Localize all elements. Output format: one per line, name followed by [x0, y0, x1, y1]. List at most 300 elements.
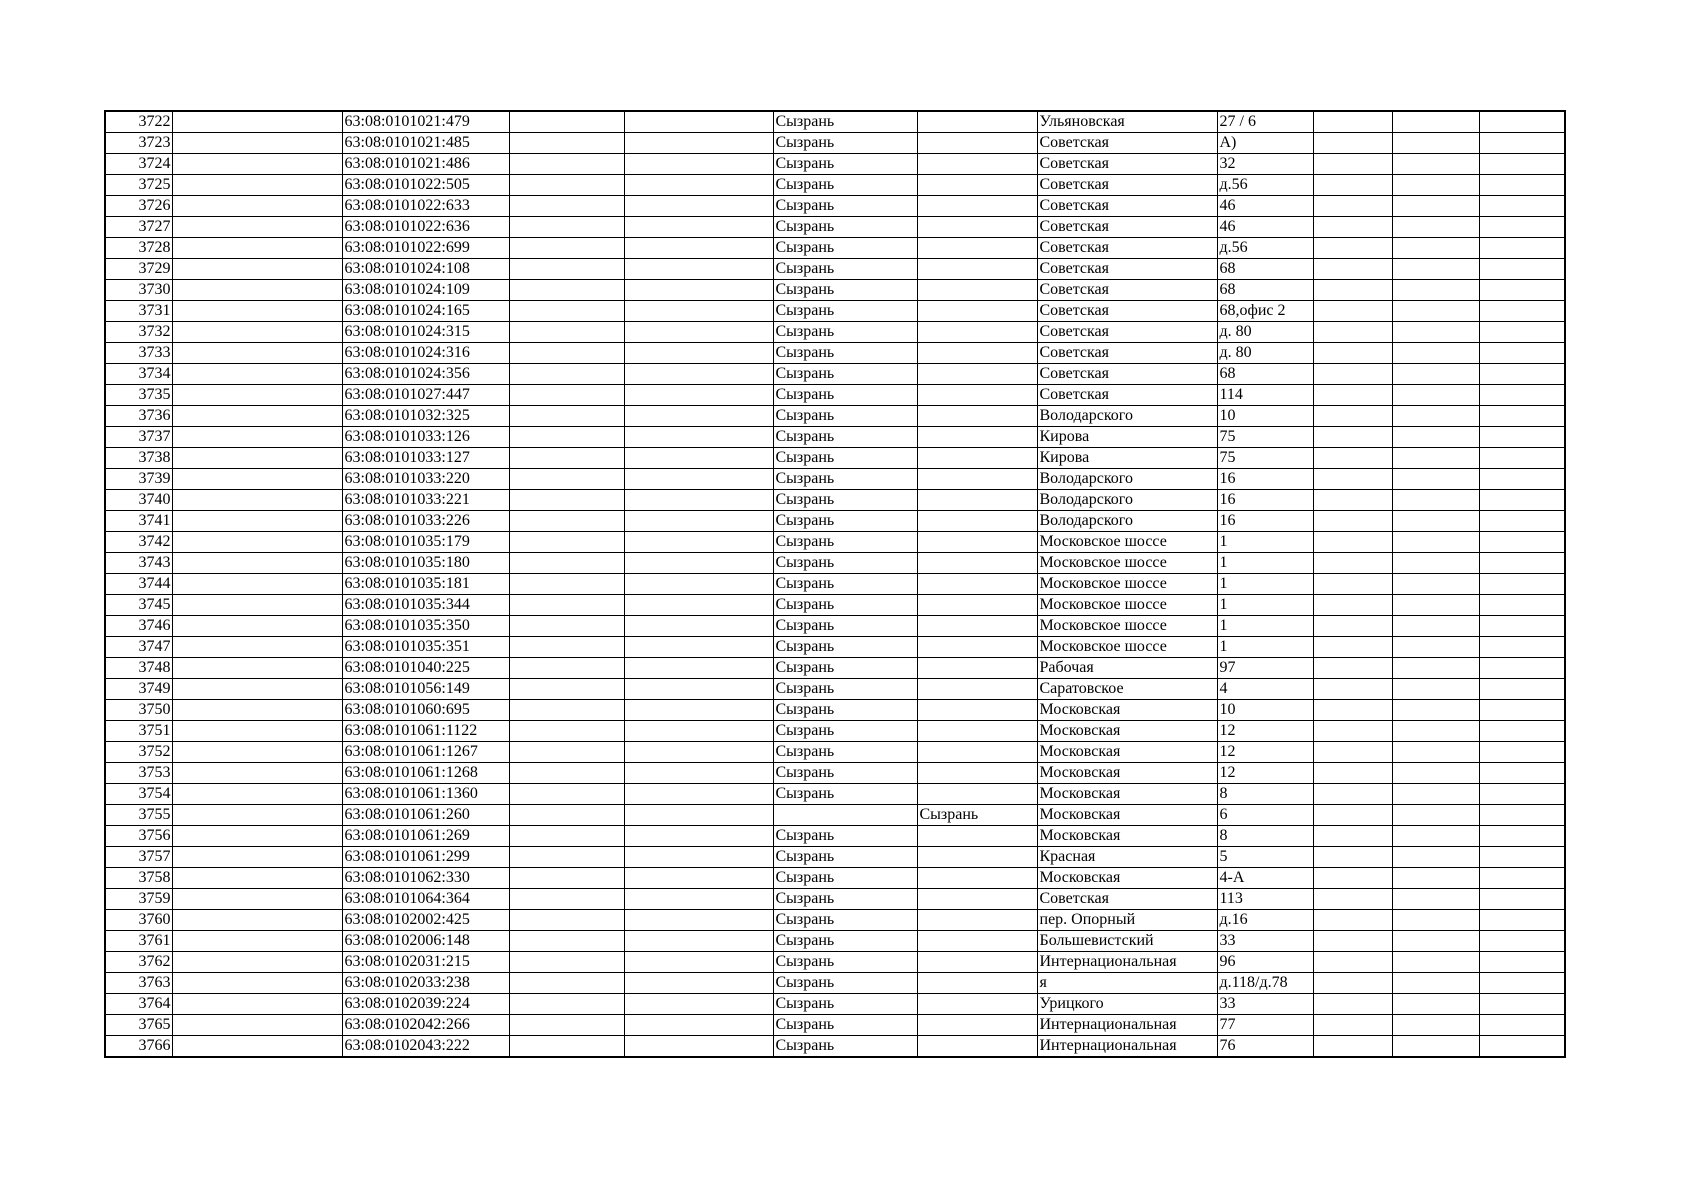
cell-house: 1 [1217, 532, 1313, 553]
cell-no: 3764 [105, 994, 172, 1015]
cell-blank6 [1479, 385, 1565, 406]
cell-no: 3736 [105, 406, 172, 427]
cell-blank1 [172, 805, 342, 826]
table-row [105, 154, 1565, 175]
cell-blank5 [1392, 574, 1479, 595]
cell-city2 [917, 511, 1037, 532]
cell-street: Рабочая [1037, 658, 1217, 679]
cell-street: Московская [1037, 742, 1217, 763]
cell-blank6 [1479, 490, 1565, 511]
cell-city2 [917, 154, 1037, 175]
cell-cadastral: 63:08:0101035:344 [342, 595, 509, 616]
cell-city: Сызрань [773, 637, 917, 658]
cell-city: Сызрань [773, 763, 917, 784]
cell-blank2 [509, 784, 624, 805]
cell-street: Володарского [1037, 469, 1217, 490]
cell-city: Сызрань [773, 343, 917, 364]
cell-blank2 [509, 259, 624, 280]
cell-city: Сызрань [773, 595, 917, 616]
cell-blank3 [624, 133, 773, 154]
cell-blank3 [624, 763, 773, 784]
table-row [105, 427, 1565, 448]
cell-cadastral: 63:08:0101033:126 [342, 427, 509, 448]
cell-blank3 [624, 931, 773, 952]
cell-house: 97 [1217, 658, 1313, 679]
cell-blank1 [172, 742, 342, 763]
cell-no: 3724 [105, 154, 172, 175]
cell-house: 16 [1217, 511, 1313, 532]
cell-city2 [917, 889, 1037, 910]
cell-blank3 [624, 259, 773, 280]
cell-city2 [917, 469, 1037, 490]
cell-city2 [917, 637, 1037, 658]
table-row [105, 994, 1565, 1015]
cell-blank6 [1479, 154, 1565, 175]
cell-blank6 [1479, 280, 1565, 301]
cell-house: 16 [1217, 469, 1313, 490]
table-row [105, 1015, 1565, 1036]
cell-city: Сызрань [773, 532, 917, 553]
cell-street: Московская [1037, 700, 1217, 721]
cell-blank6 [1479, 637, 1565, 658]
cell-house: 46 [1217, 217, 1313, 238]
table-row [105, 280, 1565, 301]
table-row [105, 511, 1565, 532]
cell-city2 [917, 658, 1037, 679]
cell-blank4 [1313, 637, 1392, 658]
cell-blank4 [1313, 784, 1392, 805]
cell-cadastral: 63:08:0102042:266 [342, 1015, 509, 1036]
cell-no: 3757 [105, 847, 172, 868]
cell-city: Сызрань [773, 196, 917, 217]
cell-blank3 [624, 490, 773, 511]
cell-blank2 [509, 616, 624, 637]
cell-blank2 [509, 427, 624, 448]
cell-blank5 [1392, 679, 1479, 700]
cell-house: 68 [1217, 259, 1313, 280]
cell-blank2 [509, 406, 624, 427]
cell-blank4 [1313, 700, 1392, 721]
cell-city [773, 805, 917, 826]
table-row [105, 637, 1565, 658]
cell-blank4 [1313, 238, 1392, 259]
cell-cadastral: 63:08:0101061:1268 [342, 763, 509, 784]
cell-street: Володарского [1037, 406, 1217, 427]
cell-blank5 [1392, 763, 1479, 784]
cell-blank2 [509, 847, 624, 868]
cell-blank1 [172, 238, 342, 259]
cell-city: Сызрань [773, 259, 917, 280]
cell-city: Сызрань [773, 448, 917, 469]
cell-street: Советская [1037, 259, 1217, 280]
cell-city2 [917, 322, 1037, 343]
cell-city2 [917, 595, 1037, 616]
cell-blank3 [624, 637, 773, 658]
cell-blank4 [1313, 364, 1392, 385]
cell-blank3 [624, 721, 773, 742]
cell-blank6 [1479, 111, 1565, 133]
cell-blank1 [172, 511, 342, 532]
cell-street: Советская [1037, 133, 1217, 154]
cell-cadastral: 63:08:0101061:269 [342, 826, 509, 847]
cell-blank2 [509, 994, 624, 1015]
cell-cadastral: 63:08:0101040:225 [342, 658, 509, 679]
table-row [105, 931, 1565, 952]
cell-blank5 [1392, 637, 1479, 658]
cell-no: 3761 [105, 931, 172, 952]
cell-street: Ульяновская [1037, 111, 1217, 133]
cell-street: Красная [1037, 847, 1217, 868]
table-row [105, 469, 1565, 490]
cell-house: д.16 [1217, 910, 1313, 931]
cell-blank5 [1392, 301, 1479, 322]
cell-blank4 [1313, 217, 1392, 238]
cell-blank3 [624, 889, 773, 910]
cell-blank3 [624, 406, 773, 427]
cell-blank5 [1392, 490, 1479, 511]
cell-street: Московское шоссе [1037, 637, 1217, 658]
cell-blank6 [1479, 427, 1565, 448]
table-row [105, 700, 1565, 721]
cell-blank6 [1479, 574, 1565, 595]
cell-city: Сызрань [773, 1015, 917, 1036]
cell-city: Сызрань [773, 175, 917, 196]
cell-house: 1 [1217, 616, 1313, 637]
cell-street: Урицкого [1037, 994, 1217, 1015]
cell-blank5 [1392, 553, 1479, 574]
cell-no: 3745 [105, 595, 172, 616]
cell-blank2 [509, 364, 624, 385]
cell-house: 113 [1217, 889, 1313, 910]
cell-city2 [917, 931, 1037, 952]
cell-blank3 [624, 952, 773, 973]
cell-house: д.56 [1217, 175, 1313, 196]
cell-street: Московская [1037, 721, 1217, 742]
table-row [105, 259, 1565, 280]
cell-blank5 [1392, 910, 1479, 931]
cell-blank3 [624, 679, 773, 700]
cell-blank4 [1313, 154, 1392, 175]
cell-house: 5 [1217, 847, 1313, 868]
cell-cadastral: 63:08:0101035:350 [342, 616, 509, 637]
cell-city: Сызрань [773, 385, 917, 406]
cell-blank2 [509, 826, 624, 847]
table-row [105, 364, 1565, 385]
cell-blank3 [624, 658, 773, 679]
cell-cadastral: 63:08:0101022:633 [342, 196, 509, 217]
cell-blank2 [509, 301, 624, 322]
cell-blank4 [1313, 469, 1392, 490]
cell-blank6 [1479, 847, 1565, 868]
cell-blank2 [509, 700, 624, 721]
cell-street: Интернациональная [1037, 1015, 1217, 1036]
cell-city: Сызрань [773, 427, 917, 448]
cell-blank6 [1479, 322, 1565, 343]
cell-no: 3755 [105, 805, 172, 826]
cell-blank6 [1479, 238, 1565, 259]
table-row [105, 553, 1565, 574]
cell-blank2 [509, 805, 624, 826]
cell-house: 1 [1217, 574, 1313, 595]
cell-house: 75 [1217, 448, 1313, 469]
cell-blank2 [509, 721, 624, 742]
cell-cadastral: 63:08:0101062:330 [342, 868, 509, 889]
cell-blank2 [509, 763, 624, 784]
cell-city2 [917, 784, 1037, 805]
cell-blank4 [1313, 1036, 1392, 1058]
table-row [105, 532, 1565, 553]
cell-blank5 [1392, 931, 1479, 952]
cell-cadastral: 63:08:0101061:1122 [342, 721, 509, 742]
cell-street: Московская [1037, 826, 1217, 847]
cell-blank5 [1392, 532, 1479, 553]
table-row [105, 889, 1565, 910]
cell-blank3 [624, 826, 773, 847]
cell-street: Советская [1037, 154, 1217, 175]
cell-blank2 [509, 217, 624, 238]
cell-city2 [917, 1036, 1037, 1058]
cell-street: Володарского [1037, 511, 1217, 532]
cell-blank5 [1392, 742, 1479, 763]
cell-blank2 [509, 1036, 624, 1058]
cell-blank6 [1479, 805, 1565, 826]
cell-house: 114 [1217, 385, 1313, 406]
cell-blank1 [172, 301, 342, 322]
cell-cadastral: 63:08:0101024:165 [342, 301, 509, 322]
cell-blank2 [509, 469, 624, 490]
cell-blank6 [1479, 700, 1565, 721]
cell-cadastral: 63:08:0101021:479 [342, 111, 509, 133]
cell-blank4 [1313, 175, 1392, 196]
cell-blank5 [1392, 427, 1479, 448]
cell-cadastral: 63:08:0101024:315 [342, 322, 509, 343]
cell-house: 12 [1217, 763, 1313, 784]
cell-city: Сызрань [773, 406, 917, 427]
cell-house: 1 [1217, 553, 1313, 574]
cell-blank5 [1392, 868, 1479, 889]
cell-city: Сызрань [773, 721, 917, 742]
cell-no: 3735 [105, 385, 172, 406]
cell-house: 12 [1217, 721, 1313, 742]
cell-blank2 [509, 1015, 624, 1036]
cell-city2 [917, 910, 1037, 931]
cell-city: Сызрань [773, 322, 917, 343]
cell-blank6 [1479, 868, 1565, 889]
cell-no: 3730 [105, 280, 172, 301]
cell-city2 [917, 111, 1037, 133]
cell-blank1 [172, 973, 342, 994]
cell-city: Сызрань [773, 994, 917, 1015]
cell-blank5 [1392, 721, 1479, 742]
cell-house: 10 [1217, 406, 1313, 427]
cell-street: Московское шоссе [1037, 553, 1217, 574]
cell-cadastral: 63:08:0101024:316 [342, 343, 509, 364]
cell-house: 68,офис 2 [1217, 301, 1313, 322]
cell-blank6 [1479, 406, 1565, 427]
cell-cadastral: 63:08:0101021:485 [342, 133, 509, 154]
cell-blank1 [172, 322, 342, 343]
cell-blank3 [624, 574, 773, 595]
cell-blank1 [172, 1036, 342, 1058]
cell-blank2 [509, 154, 624, 175]
cell-city2 [917, 700, 1037, 721]
cell-blank4 [1313, 952, 1392, 973]
cell-no: 3756 [105, 826, 172, 847]
cadastral-table [104, 110, 1566, 1058]
cell-street: Московская [1037, 868, 1217, 889]
cell-no: 3740 [105, 490, 172, 511]
cell-blank6 [1479, 931, 1565, 952]
cell-blank1 [172, 721, 342, 742]
cell-blank4 [1313, 826, 1392, 847]
cell-city: Сызрань [773, 658, 917, 679]
cell-house: А) [1217, 133, 1313, 154]
cell-blank5 [1392, 469, 1479, 490]
table-row [105, 133, 1565, 154]
cell-house: 27 / 6 [1217, 111, 1313, 133]
cell-blank4 [1313, 574, 1392, 595]
cell-cadastral: 63:08:0102031:215 [342, 952, 509, 973]
cell-blank2 [509, 595, 624, 616]
cell-blank3 [624, 784, 773, 805]
cell-no: 3728 [105, 238, 172, 259]
cell-street: Советская [1037, 301, 1217, 322]
cell-city2 [917, 406, 1037, 427]
cell-city: Сызрань [773, 889, 917, 910]
cell-blank4 [1313, 616, 1392, 637]
cell-city2 [917, 994, 1037, 1015]
cell-blank3 [624, 217, 773, 238]
cell-city2 [917, 217, 1037, 238]
cell-blank6 [1479, 1036, 1565, 1058]
cell-blank1 [172, 784, 342, 805]
table-row [105, 910, 1565, 931]
cell-city: Сызрань [773, 574, 917, 595]
cell-blank4 [1313, 196, 1392, 217]
cell-house: 96 [1217, 952, 1313, 973]
cell-cadastral: 63:08:0101027:447 [342, 385, 509, 406]
cell-street: Интернациональная [1037, 1036, 1217, 1058]
cell-blank6 [1479, 469, 1565, 490]
cell-street: Московское шоссе [1037, 574, 1217, 595]
cell-blank2 [509, 637, 624, 658]
cell-blank2 [509, 238, 624, 259]
cell-house: 32 [1217, 154, 1313, 175]
cell-blank4 [1313, 931, 1392, 952]
cell-blank5 [1392, 196, 1479, 217]
cell-blank1 [172, 280, 342, 301]
cell-house: 68 [1217, 364, 1313, 385]
cell-cadastral: 63:08:0101061:1267 [342, 742, 509, 763]
cell-city2 [917, 259, 1037, 280]
cell-blank4 [1313, 448, 1392, 469]
cell-no: 3727 [105, 217, 172, 238]
cell-blank3 [624, 973, 773, 994]
cell-blank5 [1392, 385, 1479, 406]
cell-city2 [917, 973, 1037, 994]
cell-city: Сызрань [773, 910, 917, 931]
table-row [105, 1036, 1565, 1058]
cell-blank5 [1392, 616, 1479, 637]
cell-blank4 [1313, 889, 1392, 910]
cell-blank1 [172, 406, 342, 427]
cell-blank5 [1392, 511, 1479, 532]
cell-city2 [917, 952, 1037, 973]
cell-city: Сызрань [773, 364, 917, 385]
cell-blank4 [1313, 973, 1392, 994]
cell-blank3 [624, 1036, 773, 1058]
table-row [105, 301, 1565, 322]
cell-city2: Сызрань [917, 805, 1037, 826]
cell-blank1 [172, 1015, 342, 1036]
cell-blank5 [1392, 259, 1479, 280]
cell-cadastral: 63:08:0101022:636 [342, 217, 509, 238]
cell-blank5 [1392, 847, 1479, 868]
table-row [105, 763, 1565, 784]
cell-cadastral: 63:08:0101061:260 [342, 805, 509, 826]
cell-blank6 [1479, 133, 1565, 154]
cell-city2 [917, 553, 1037, 574]
cell-blank2 [509, 952, 624, 973]
cell-city: Сызрань [773, 826, 917, 847]
cell-cadastral: 63:08:0101035:179 [342, 532, 509, 553]
cell-blank1 [172, 763, 342, 784]
cell-no: 3759 [105, 889, 172, 910]
cell-blank4 [1313, 805, 1392, 826]
cell-street: Советская [1037, 889, 1217, 910]
cell-blank3 [624, 868, 773, 889]
cell-blank5 [1392, 343, 1479, 364]
cell-no: 3758 [105, 868, 172, 889]
table-row [105, 111, 1565, 133]
cell-blank3 [624, 742, 773, 763]
cell-cadastral: 63:08:0101033:220 [342, 469, 509, 490]
cell-blank2 [509, 490, 624, 511]
cell-blank6 [1479, 910, 1565, 931]
cell-blank5 [1392, 952, 1479, 973]
cell-street: Кирова [1037, 427, 1217, 448]
cell-cadastral: 63:08:0102043:222 [342, 1036, 509, 1058]
cell-street: Володарского [1037, 490, 1217, 511]
cell-blank6 [1479, 994, 1565, 1015]
cell-street: Кирова [1037, 448, 1217, 469]
cell-blank6 [1479, 259, 1565, 280]
cell-city: Сызрань [773, 133, 917, 154]
cell-blank1 [172, 133, 342, 154]
cell-blank4 [1313, 133, 1392, 154]
cell-house: 12 [1217, 742, 1313, 763]
cell-blank6 [1479, 217, 1565, 238]
table-row [105, 175, 1565, 196]
cell-city2 [917, 133, 1037, 154]
cell-blank1 [172, 847, 342, 868]
cell-no: 3747 [105, 637, 172, 658]
cell-cadastral: 63:08:0101056:149 [342, 679, 509, 700]
cell-blank2 [509, 658, 624, 679]
cell-blank6 [1479, 595, 1565, 616]
cell-blank2 [509, 175, 624, 196]
cell-blank2 [509, 448, 624, 469]
cell-no: 3737 [105, 427, 172, 448]
cell-city: Сызрань [773, 511, 917, 532]
cell-cadastral: 63:08:0101022:505 [342, 175, 509, 196]
table-row [105, 973, 1565, 994]
cell-blank3 [624, 448, 773, 469]
cell-city: Сызрань [773, 952, 917, 973]
cell-blank3 [624, 511, 773, 532]
cell-no: 3723 [105, 133, 172, 154]
cell-blank3 [624, 427, 773, 448]
